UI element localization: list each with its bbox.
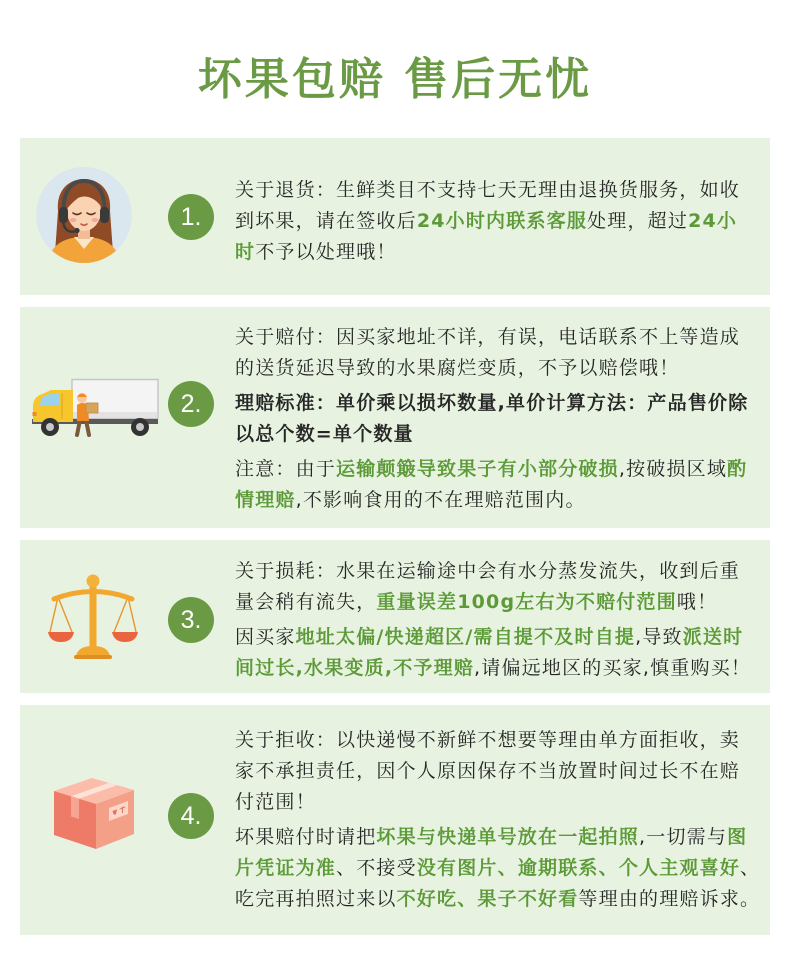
delivery-truck-icon <box>30 378 160 438</box>
highlight-text: 不好吃、果子不好看 <box>396 888 579 910</box>
text-line <box>235 822 760 853</box>
step-number-badge: 4. <box>168 793 214 839</box>
paragraph <box>235 622 751 684</box>
scale-base <box>74 646 112 659</box>
body-text: 关于赔付：因买家地址不详，有误，电话联系不上等造成 <box>235 326 741 348</box>
text-line <box>235 787 760 818</box>
body-text: 哦！ <box>676 591 718 613</box>
body-text: ,按破损区域 <box>618 458 728 480</box>
parcel-box-graphic <box>52 767 136 851</box>
body-text: 关于退货：生鲜类目不支持七天无理由退换货服务，如收 <box>235 179 741 201</box>
paragraph <box>235 388 748 450</box>
customer-service-graphic <box>36 167 132 263</box>
text-line <box>235 725 760 756</box>
body-text: 吃完再拍照过来以 <box>235 888 397 910</box>
body-text: ,不影响食用的不在理赔范围内。 <box>295 489 586 511</box>
body-text: 关于损耗：水果在运输途中会有水分蒸发流失，收到后重 <box>235 560 741 582</box>
body-text: 、 <box>740 857 761 879</box>
highlight-text: 24小时内联系客服 <box>416 210 588 232</box>
text-line <box>235 454 748 485</box>
text-line <box>235 884 760 915</box>
section-text <box>235 322 748 516</box>
text-line <box>235 853 760 884</box>
section-compensation-policy <box>20 307 770 528</box>
paragraph <box>235 556 751 618</box>
text-line <box>235 587 751 618</box>
customer-service-icon <box>36 167 132 263</box>
paragraph <box>235 175 740 268</box>
parcel-box-icon <box>52 767 136 851</box>
page-title: 坏果包赔 售后无忧 <box>197 54 593 105</box>
highlight-text: 坏果与快递单号放在一起拍照 <box>376 826 640 848</box>
scale-pole <box>90 586 97 648</box>
body-text: ,请偏远地区的买家,慎重购买！ <box>474 657 752 679</box>
highlight-text: 图 <box>727 826 748 848</box>
balance-scale-icon <box>48 572 138 662</box>
body-text: 量会稍有流失， <box>235 591 377 613</box>
body-text: 等理由的理赔诉求。 <box>578 888 761 910</box>
truck-cab <box>33 390 74 422</box>
paragraph <box>235 725 760 818</box>
text-line <box>235 622 751 653</box>
highlight-text: 24小 <box>688 210 738 232</box>
body-text: 处理，超过 <box>587 210 689 232</box>
body-text: 关于拒收：以快递慢不新鲜不想要等理由单方面拒收，卖 <box>235 729 741 751</box>
paragraph <box>235 454 748 516</box>
body-text: ,导致 <box>635 626 683 648</box>
bold-text: 以总个数=单个数量 <box>235 423 414 445</box>
highlight-text: 酌 <box>727 458 748 480</box>
highlight-text: 地址太偏/快递超区/需自提不及时自提 <box>295 626 636 648</box>
body-text: ,一切需与 <box>639 826 728 848</box>
scale-right-pan <box>112 632 138 642</box>
text-line <box>235 556 751 587</box>
text-line <box>235 756 760 787</box>
scale-finial <box>87 575 100 588</box>
section-text <box>235 556 751 684</box>
body-text: 坏果赔付时请把 <box>235 826 377 848</box>
body-text: 、不接受 <box>336 857 417 879</box>
delivery-truck-graphic <box>30 378 160 438</box>
step-number-badge: 1. <box>168 194 214 240</box>
balance-scale-graphic <box>48 572 138 662</box>
text-line <box>235 653 751 684</box>
highlight-text: 重量误差100g左右为不赔付范围 <box>376 591 677 613</box>
bold-text: 理赔标准：单价乘以损坏数量,单价计算方法：产品售价除 <box>235 392 749 414</box>
text-line <box>235 353 748 384</box>
highlight-text: 运输颠簸导致果子有小部分破损 <box>336 458 619 480</box>
section-text <box>235 725 760 915</box>
text-line <box>235 175 740 206</box>
section-text <box>235 175 740 268</box>
text-line <box>235 419 748 450</box>
paragraph <box>235 322 748 384</box>
paragraph <box>235 822 760 915</box>
section-refusal-policy <box>20 705 770 935</box>
highlight-text: 间过长,水果变质,不予理赔 <box>235 657 475 679</box>
body-text: 到坏果，请在签收后 <box>235 210 417 232</box>
text-line <box>235 388 748 419</box>
highlight-text: 情理赔 <box>235 489 296 511</box>
body-text: 付范围！ <box>235 791 316 813</box>
section-return-policy <box>20 138 770 295</box>
text-line <box>235 237 740 268</box>
highlight-text: 时 <box>235 241 256 263</box>
highlight-text: 派送时 <box>682 626 744 648</box>
highlight-text: 片凭证为准 <box>235 857 337 879</box>
body-text: 不予以处理哦！ <box>255 241 397 263</box>
section-loss-policy <box>20 540 770 693</box>
body-text: 注意：由于 <box>235 458 337 480</box>
body-text: 因买家 <box>235 626 296 648</box>
text-line <box>235 322 748 353</box>
body-text: 的送货延迟导致的水果腐烂变质，不予以赔偿哦！ <box>235 357 680 379</box>
highlight-text: 没有图片、逾期联系、个人主观喜好 <box>416 857 741 879</box>
body-text: 家不承担责任，因个人原因保存不当放置时间过长不在赔 <box>235 760 741 782</box>
text-line <box>235 206 740 237</box>
text-line <box>235 485 748 516</box>
step-number-badge: 3. <box>168 597 214 643</box>
scale-left-pan <box>48 632 74 642</box>
step-number-badge: 2. <box>168 381 214 427</box>
